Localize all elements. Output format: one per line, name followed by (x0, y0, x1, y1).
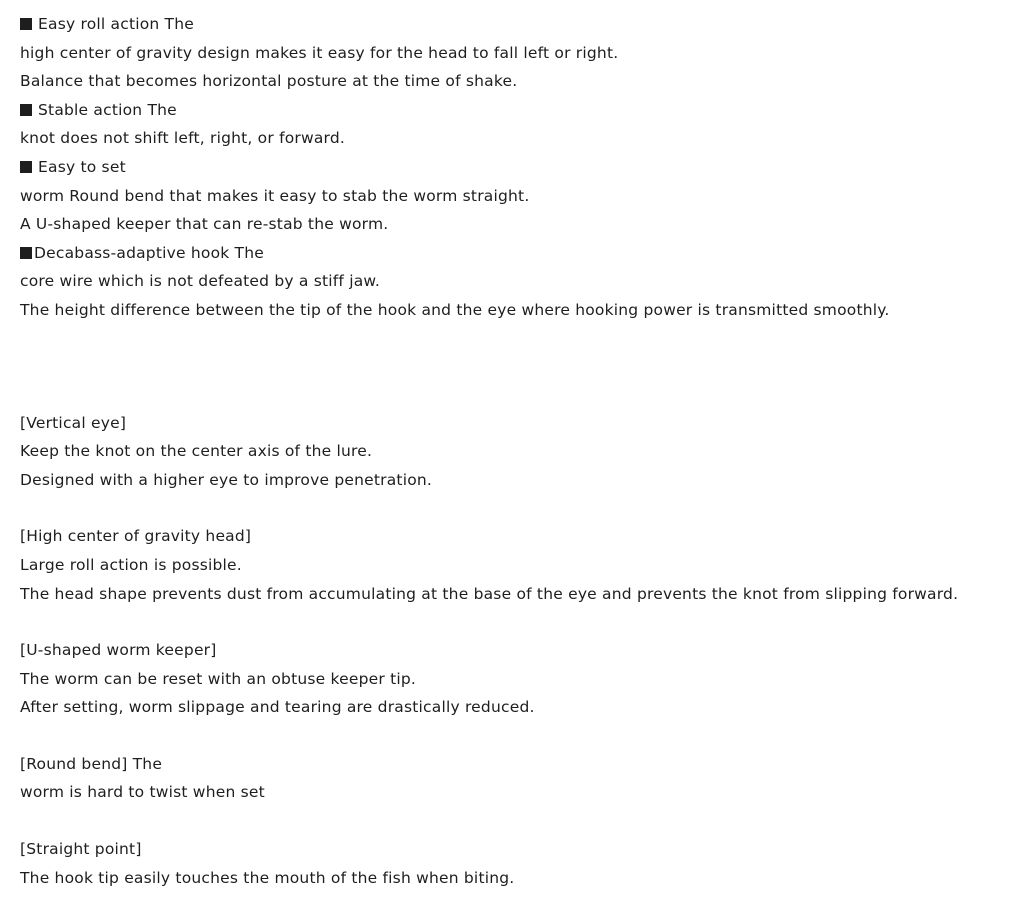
feature-heading (20, 10, 1020, 39)
feature-text-line: The height difference between the tip of the hook and the eye where hooking power is transmitted smoothly. (20, 300, 890, 319)
feature-text-line: A U-shaped keeper that can re-stab the worm. (20, 215, 389, 234)
detail-heading: [High center of gravity head] (20, 527, 252, 546)
detail-text-line: The head shape prevents dust from accumulating at the base of the eye and prevents the knot from slipping forward. (20, 584, 959, 603)
detail-heading: [Straight point] (20, 840, 142, 859)
product-description (20, 10, 1020, 892)
section-spacer (20, 325, 1020, 409)
square-bullet-icon (20, 18, 32, 30)
paragraph-spacer (20, 494, 1020, 522)
feature-heading (20, 96, 1020, 125)
detail-text-line: The worm can be reset with an obtuse keeper tip. (20, 669, 417, 688)
detail-text-line: Keep the knot on the center axis of the lure. (20, 442, 373, 461)
feature-text-line: core wire which is not defeated by a stiff jaw. (20, 272, 380, 291)
feature-text-line: Balance that becomes horizontal posture at the time of shake. (20, 72, 518, 91)
feature-heading-text: Easy to set (38, 157, 126, 176)
paragraph-spacer (20, 807, 1020, 835)
feature-text-line: knot does not shift left, right, or forward. (20, 129, 346, 148)
feature-heading (20, 239, 1020, 268)
feature-heading-text: Stable action The (38, 100, 177, 119)
detail-text-line: After setting, worm slippage and tearing are drastically reduced. (20, 698, 535, 717)
paragraph-spacer (20, 722, 1020, 750)
square-bullet-icon (20, 247, 32, 259)
square-bullet-icon (20, 161, 32, 173)
detail-text-line: The hook tip easily touches the mouth of the fish when biting. (20, 868, 515, 887)
detail-heading: [Vertical eye] (20, 413, 127, 432)
feature-heading-text: Decabass-adaptive hook The (34, 243, 264, 262)
detail-heading: [Round bend] The (20, 754, 163, 773)
feature-heading-text: Easy roll action The (38, 15, 194, 33)
detail-text-line: worm is hard to twist when set (20, 783, 265, 802)
feature-heading (20, 153, 1020, 182)
detail-text-line: Designed with a higher eye to improve penetration. (20, 470, 433, 489)
feature-text-line: worm Round bend that makes it easy to stab the worm straight. (20, 186, 530, 205)
detail-text-line: Large roll action is possible. (20, 555, 242, 574)
paragraph-spacer (20, 608, 1020, 636)
feature-text-line: high center of gravity design makes it easy for the head to fall left or right. (20, 43, 619, 62)
detail-heading: [U-shaped worm keeper] (20, 641, 217, 660)
square-bullet-icon (20, 104, 32, 116)
